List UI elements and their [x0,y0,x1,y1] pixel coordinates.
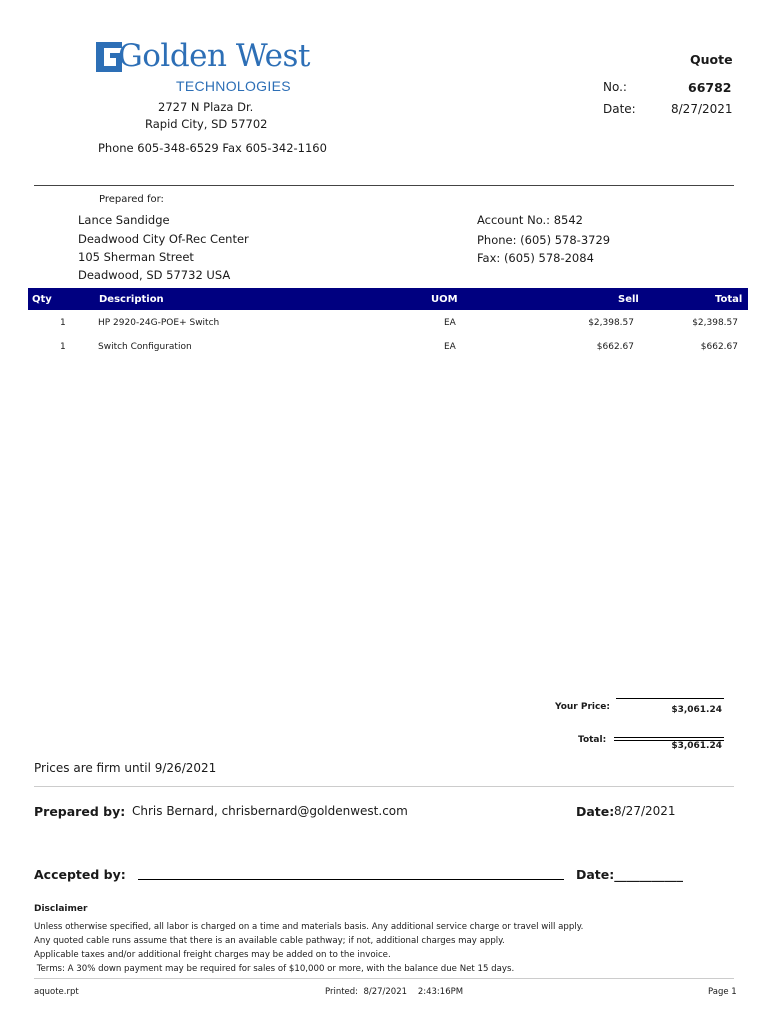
company-name-sub: TECHNOLOGIES [176,78,291,94]
col-uom: UOM [431,294,458,305]
row-qty: 1 [60,342,66,352]
prepared-date-value: 8/27/2021 [614,804,676,818]
disclaimer-title: Disclaimer [34,904,88,914]
table-row [28,342,748,358]
customer-phone: Phone: (605) 578-3729 [477,233,611,247]
row-qty: 1 [60,318,66,328]
col-description: Description [99,294,164,305]
your-price-rule [616,698,724,699]
company-logo [94,38,310,98]
row-total: $2,398.57 [692,318,738,328]
col-total: Total [715,294,743,305]
quote-title: Quote [690,52,733,67]
quote-date: 8/27/2021 [671,102,733,116]
footer-divider [34,978,734,979]
company-address-line1: 2727 N Plaza Dr. [158,100,254,114]
quote-date-label: Date: [603,102,636,116]
customer-street: 105 Sherman Street [78,250,194,264]
header-divider [34,185,734,186]
customer-city: Deadwood, SD 57732 USA [78,268,231,282]
footer-printed: Printed: 8/27/2021 2:43:16PM [325,987,464,997]
row-uom: EA [444,318,456,328]
company-name: Golden West [118,38,310,74]
prepared-date-label: Date: [576,804,615,819]
disclaimer-line: Terms: A 30% down payment may be required for sales of $10,000 or more, with the balance due Net 15 days. [34,964,515,974]
prepared-by-value: Chris Bernard, chrisbernard@goldenwest.com [132,804,408,818]
row-description: Switch Configuration [98,342,192,352]
company-phone-fax: Phone 605-348-6529 Fax 605-342-1160 [98,141,327,155]
footer-page: Page 1 [708,987,737,997]
row-total: $662.67 [700,342,738,352]
disclaimer-line: Applicable taxes and/or additional freight charges may be added on to the invoice. [34,950,391,960]
disclaimer-text [34,920,734,976]
company-address-line2: Rapid City, SD 57702 [145,117,268,131]
footer-file: aquote.rpt [34,987,79,997]
prepared-by-label: Prepared by: [34,804,126,819]
accepted-by-signature-line [138,879,564,880]
customer-organization: Deadwood City Of-Rec Center [78,232,249,246]
total-label: Total: [578,735,607,745]
customer-name: Lance Sandidge [78,213,170,227]
accepted-date-label: Date:___________ [576,867,684,882]
total-value: $3,061.24 [671,741,722,751]
row-sell: $2,398.57 [588,318,634,328]
col-qty: Qty [32,294,52,305]
disclaimer-line: Any quoted cable runs assume that there is an available cable pathway; if not, additional charges may apply. [34,936,505,946]
disclaimer-line: Unless otherwise specified, all labor is charged on a time and materials basis. Any additional service charge or travel will apply. [34,922,584,932]
terms-divider [34,786,734,787]
customer-account: Account No.: 8542 [477,213,583,227]
quote-number-label: No.: [603,80,627,94]
prices-firm-until: Prices are firm until 9/26/2021 [34,761,217,775]
line-items-header [28,288,748,310]
quote-number: 66782 [688,80,732,95]
prepared-for-label: Prepared for: [99,194,164,205]
row-uom: EA [444,342,456,352]
row-description: HP 2920-24G-POE+ Switch [98,318,220,328]
table-row [28,318,748,334]
your-price-label: Your Price: [555,702,611,712]
col-sell: Sell [618,294,639,305]
customer-fax: Fax: (605) 578-2084 [477,251,594,265]
total-rule-top [614,737,724,738]
row-sell: $662.67 [596,342,634,352]
accepted-by-label: Accepted by: [34,867,126,882]
your-price-value: $3,061.24 [671,705,722,715]
